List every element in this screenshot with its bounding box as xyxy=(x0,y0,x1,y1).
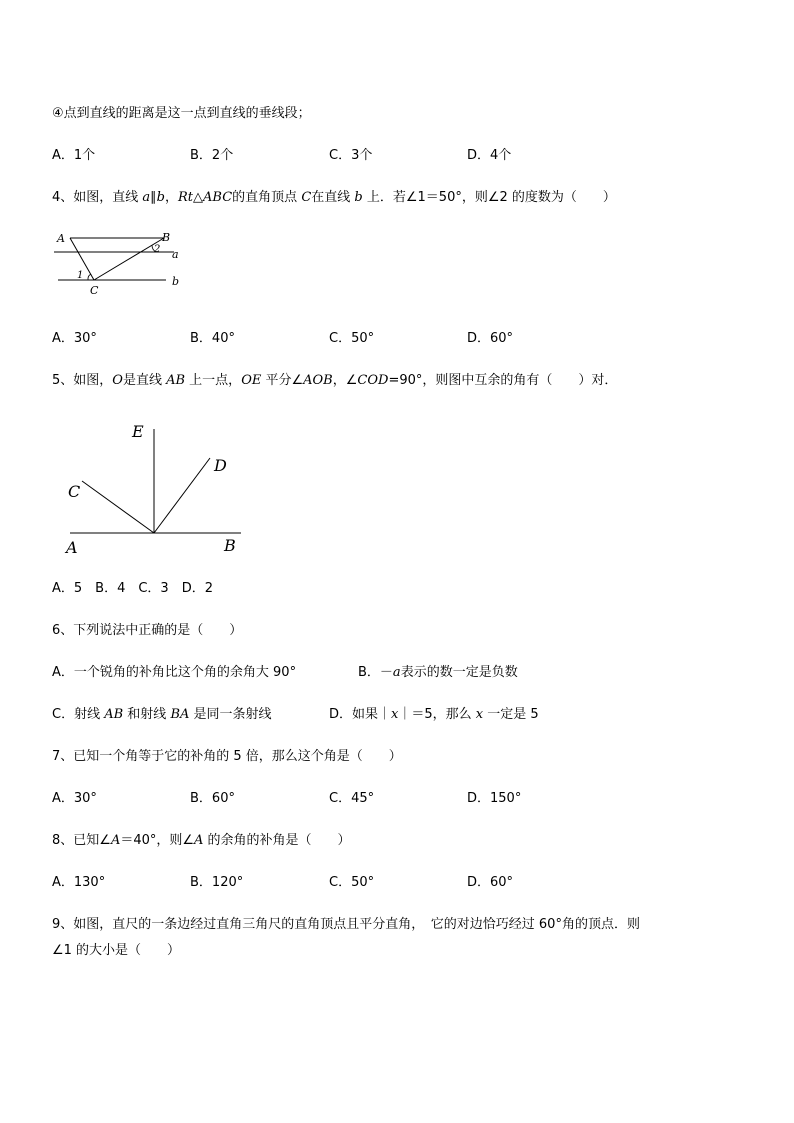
q5-label-D: D xyxy=(214,456,227,475)
q6-option-a: A．一个锐角的补角比这个角的余角大 90° xyxy=(52,665,297,680)
q4-label-B: B xyxy=(162,231,171,244)
q7-option-b: B．60° xyxy=(190,791,235,806)
q5-figure xyxy=(60,415,250,560)
q5-label-A: A xyxy=(66,538,78,557)
q4-figure xyxy=(48,228,188,298)
q6-option-b: B．－a表示的数一定是负数 xyxy=(358,665,518,680)
q3-option-c: C．3个 xyxy=(329,148,373,163)
q7-option-a: A．30° xyxy=(52,791,97,806)
q3-option-b: B．2个 xyxy=(190,148,234,163)
q4-label-b: b xyxy=(172,275,180,288)
q4-option-b: B．40° xyxy=(190,331,235,346)
q4-angle-2: 2 xyxy=(154,244,161,255)
q7-option-c: C．45° xyxy=(329,791,375,806)
q5-label-E: E xyxy=(132,422,144,441)
q5-label-B: B xyxy=(224,536,236,555)
q4-label-a: a xyxy=(172,248,179,261)
q4-option-d: D．60° xyxy=(467,331,514,346)
q6-option-d: D．如果｜x｜＝5，那么 x 一定是 5 xyxy=(329,707,539,722)
q7-stem: 7、已知一个角等于它的补角的 5 倍，那么这个角是（ ） xyxy=(52,749,402,764)
q3-option-a: A．1个 xyxy=(52,148,96,163)
q8-stem: 8、已知∠A＝40°，则∠A 的余角的补角是（ ） xyxy=(52,833,351,848)
q4-label-C: C xyxy=(90,284,99,297)
q5-stem: 5、如图，O是直线 AB 上一点，OE 平分∠AOB，∠COD=90°，则图中互余的角有（ ）对． xyxy=(52,373,618,388)
q8-option-c: C．50° xyxy=(329,875,375,890)
q6-option-c: C．射线 AB 和射线 BA 是同一条射线 xyxy=(52,707,272,722)
q4-option-c: C．50° xyxy=(329,331,375,346)
q4-option-a: A．30° xyxy=(52,331,97,346)
q4-label-A: A xyxy=(57,232,65,245)
q3-statement-4: ④点到直线的距离是这一点到直线的垂线段； xyxy=(52,106,311,121)
q8-option-d: D．60° xyxy=(467,875,514,890)
q7-option-d: D．150° xyxy=(467,791,522,806)
q4-stem: 4、如图，直线 a∥b，Rt△ABC的直角顶点 C在直线 b 上．若∠1＝50°，则∠2 的度数为（ ） xyxy=(52,190,616,205)
q5-options: A．5 B．4 C．3 D．2 xyxy=(52,581,213,596)
q3-option-d: D．4个 xyxy=(467,148,512,163)
q9-stem-line1: 9、如图，直尺的一条边经过直角三角尺的直角顶点且平分直角， 它的对边恰巧经过 60°角的顶点．则 xyxy=(52,917,640,932)
q5-label-C: C xyxy=(68,482,81,501)
q8-option-b: B．120° xyxy=(190,875,244,890)
q4-angle-1: 1 xyxy=(77,270,84,281)
q6-stem: 6、下列说法中正确的是（ ） xyxy=(52,623,243,638)
q8-option-a: A．130° xyxy=(52,875,106,890)
q9-stem-line2: ∠1 的大小是（ ） xyxy=(52,943,181,958)
